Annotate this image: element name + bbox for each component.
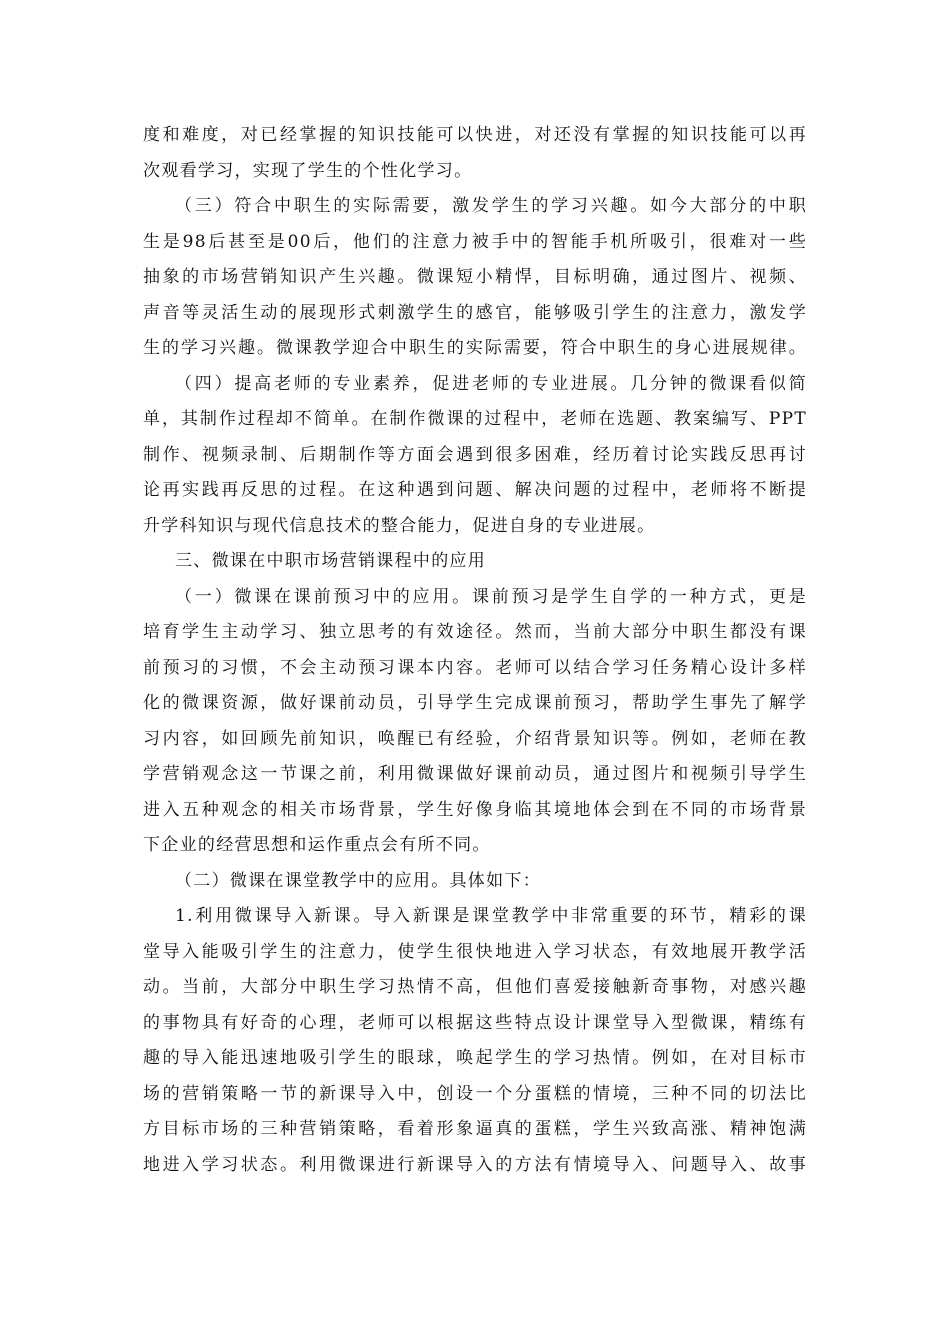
text-line: 升学科知识与现代信息技术的整合能力，促进自身的专业进展。 xyxy=(143,515,656,536)
text-line: （一）微课在课前预习中的应用。课前预习是学生自学的一种方式，更是 xyxy=(175,586,807,607)
text-line: 1.利用微课导入新课。导入新课是课堂教学中非常重要的环节，精彩的课 xyxy=(175,906,807,926)
text-line: 生的学习兴趣。微课教学迎合中职生的实际需要，符合中职生的身心进展规律。 xyxy=(143,338,807,358)
text-line: （二）微课在课堂教学中的应用。具体如下： xyxy=(175,870,541,891)
text-line: 习内容，如回顾先前知识，唤醒已有经验，介绍背景知识等。例如，老师在教 xyxy=(143,728,807,749)
text-line: 次观看学习，实现了学生的个性化学习。 xyxy=(143,160,473,181)
text-line: 进入五种观念的相关市场背景，学生好像身临其境地体会到在不同的市场背景 xyxy=(143,799,807,820)
text-line: 的事物具有好奇的心理，老师可以根据这些特点设计课堂导入型微课，精练有 xyxy=(143,1012,807,1033)
text-line: 生是98后甚至是00后，他们的注意力被手中的智能手机所吸引，很难对一些 xyxy=(143,231,807,252)
text-line: （四）提高老师的专业素养，促进老师的专业进展。几分钟的微课看似简 xyxy=(175,373,807,394)
text-line: 单，其制作过程却不简单。在制作微课的过程中，老师在选题、教案编写、PPT xyxy=(143,409,807,429)
document-body xyxy=(143,118,807,1183)
text-line: 动。当前，大部分中职生学习热情不高，但他们喜爱接触新奇事物，对感兴趣 xyxy=(143,977,807,997)
text-line: 培育学生主动学习、独立思考的有效途径。然而，当前大部分中职生都没有课 xyxy=(143,622,807,642)
text-line: 度和难度，对已经掌握的知识技能可以快进，对还没有掌握的知识技能可以再 xyxy=(143,125,807,145)
text-line: 三、微课在中职市场营销课程中的应用 xyxy=(175,551,487,571)
text-line: 学营销观念这一节课之前，利用微课做好课前动员，通过图片和视频引导学生 xyxy=(143,764,807,784)
text-line: 地进入学习状态。利用微课进行新课导入的方法有情境导入、问题导入、故事 xyxy=(143,1154,807,1175)
text-line: 抽象的市场营销知识产生兴趣。微课短小精悍，目标明确，通过图片、视频、 xyxy=(143,267,807,287)
text-line: 下企业的经营思想和运作重点会有所不同。 xyxy=(143,835,491,855)
text-line: （三）符合中职生的实际需要，激发学生的学习兴趣。如今大部分的中职 xyxy=(175,196,807,216)
text-line: 堂导入能吸引学生的注意力，使学生很快地进入学习状态，有效地展开教学活 xyxy=(143,941,807,962)
text-line: 场的营销策略一节的新课导入中，创设一个分蛋糕的情境，三种不同的切法比 xyxy=(143,1083,807,1104)
text-line: 声音等灵活生动的展现形式刺激学生的感官，能够吸引学生的注意力，激发学 xyxy=(143,302,807,323)
text-line: 化的微课资源，做好课前动员，引导学生完成课前预习，帮助学生事先了解学 xyxy=(143,693,807,713)
text-line: 趣的导入能迅速地吸引学生的眼球，唤起学生的学习热情。例如，在对目标市 xyxy=(143,1048,807,1068)
text-line: 制作、视频录制、后期制作等方面会遇到很多困难，经历着讨论实践反思再讨 xyxy=(143,444,807,465)
text-line: 方目标市场的三种营销策略，看着形象逼真的蛋糕，学生兴致高涨、精神饱满 xyxy=(143,1119,807,1139)
text-line: 前预习的习惯，不会主动预习课本内容。老师可以结合学习任务精心设计多样 xyxy=(143,657,807,678)
text-line: 论再实践再反思的过程。在这种遇到问题、解决问题的过程中，老师将不断提 xyxy=(143,480,807,500)
